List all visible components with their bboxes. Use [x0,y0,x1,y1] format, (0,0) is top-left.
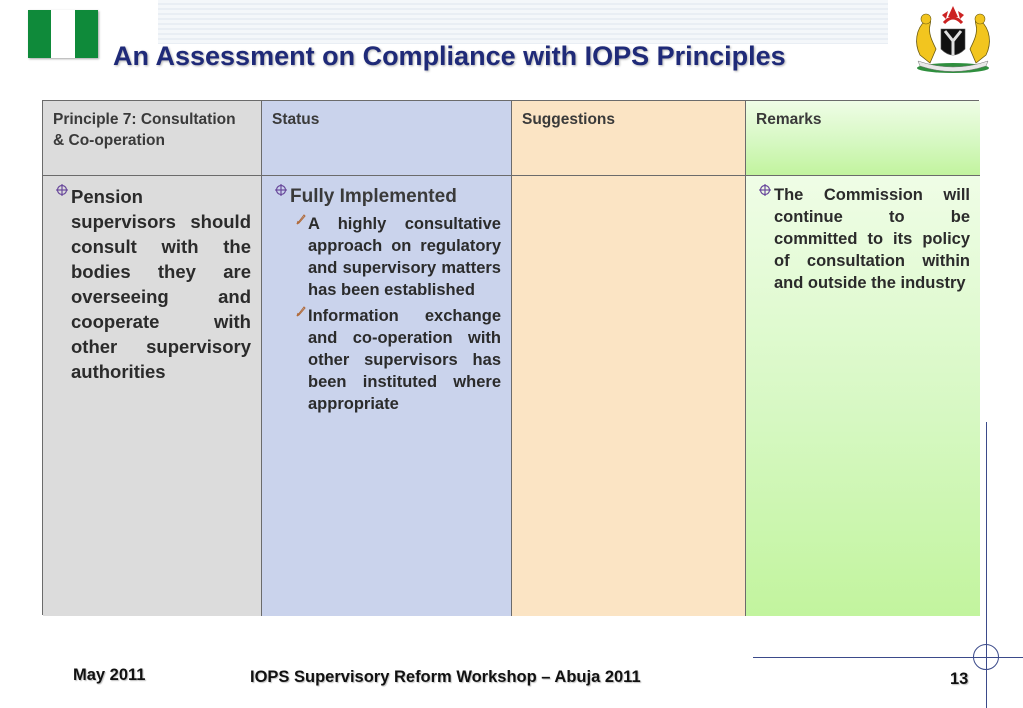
quill-bullet-icon [294,213,308,225]
column-header-suggestions: Suggestions [512,101,746,176]
remarks-cell [746,176,980,616]
footer-event: IOPS Supervisory Reform Workshop – Abuja 2011 [250,668,641,686]
page-number: 13 [950,670,969,688]
principle-text: Pension supervisors should consult with the bodies they are overseeing and cooperate with other supervisory authorities [71,186,251,382]
nigeria-flag-icon [28,10,98,58]
crosshair-bullet-icon [53,184,71,196]
column-header-remarks: Remarks [746,101,980,176]
crosshair-bullet-icon [272,184,290,196]
status-main: Fully Implemented [290,186,457,207]
suggestions-cell [512,176,746,616]
header-stripes [158,0,888,44]
crosshair-bullet-icon [756,184,774,196]
column-header-principle: Principle 7: Consultation & Co-operation [43,101,262,176]
footer-date: May 2011 [73,666,146,684]
coat-of-arms-icon [908,3,998,75]
slide-title: An Assessment on Compliance with IOPS Principles [113,41,786,71]
principle-cell [43,176,262,616]
decorative-circle-icon [973,644,999,670]
compliance-table [42,100,979,615]
column-header-status: Status [262,101,512,176]
status-point: A highly consultative approach on regulatory and supervisory matters has been established [308,215,501,299]
status-cell [262,176,512,616]
remarks-text: The Commission will continue to be committed to its policy of consultation within and outside the industry [774,186,970,292]
quill-bullet-icon [294,305,308,317]
status-point: Information exchange and co-operation with other supervisors has been instituted where appropriate [308,307,501,413]
